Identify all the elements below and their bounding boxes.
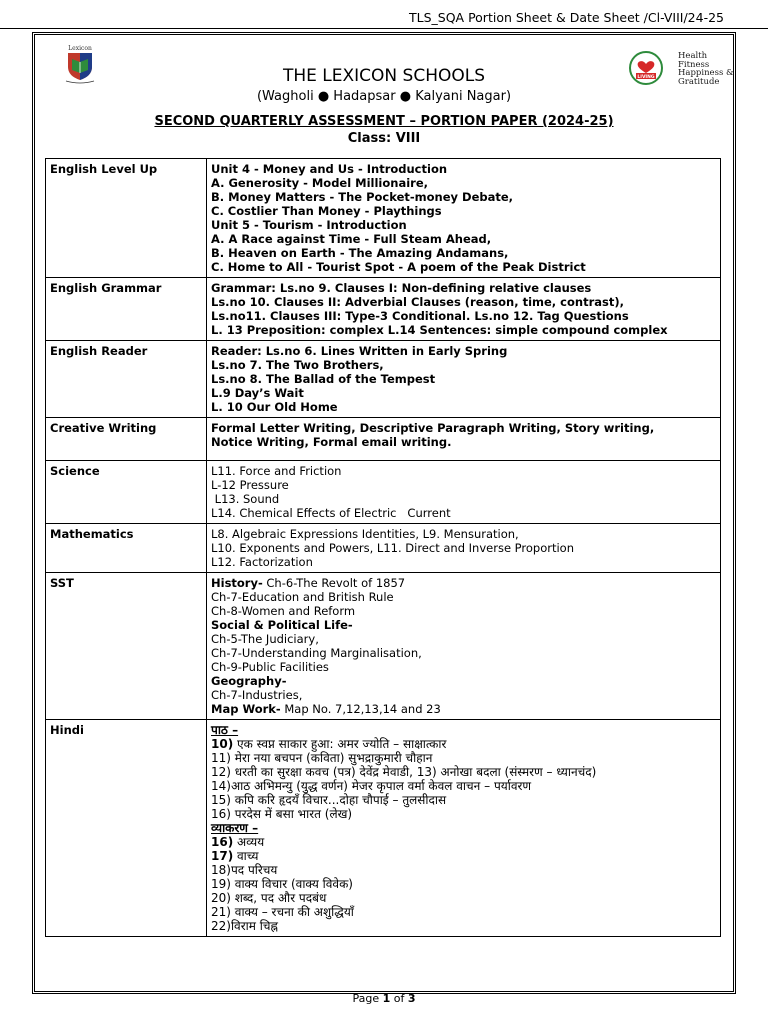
item-number: 18): [211, 863, 231, 877]
subject-cell: Creative Writing: [46, 418, 207, 461]
hindi-line: [211, 905, 716, 919]
topic-line: Ch-7-Industries,: [211, 688, 303, 702]
hindi-lessons-heading: पाठ –: [211, 723, 239, 737]
history-label: History-: [211, 576, 263, 590]
page-total: 3: [407, 992, 416, 1005]
topic-line: L12. Factorization: [211, 555, 313, 569]
topic-line: Ls.no 8. The Ballad of the Tempest: [211, 372, 436, 386]
topic-line: [211, 702, 716, 716]
topic-line: Ch-8-Women and Reform: [211, 604, 356, 618]
topics-cell: [207, 720, 721, 937]
subject-cell: English Reader: [46, 341, 207, 418]
hindi-line: [211, 751, 716, 765]
item-number: 16): [211, 835, 234, 849]
item-text: एक स्वप्न साकार हुआ: अमर ज्योति – साक्षात्कार: [233, 737, 447, 751]
topics-cell: [207, 573, 721, 720]
table-row: [46, 573, 721, 720]
item-text: मेरा नया बचपन (कविता) सुभद्राकुमारी चौहान: [230, 751, 433, 765]
topic-line: Reader: Ls.no 6. Lines Written in Early Spring: [211, 344, 508, 358]
topic-line: A. A Race against Time - Full Steam Ahead,: [211, 232, 492, 246]
topic-line: L. 10 Our Old Home: [211, 400, 338, 414]
school-name: THE LEXICON SCHOOLS: [282, 66, 486, 86]
topic-line: L14. Chemical Effects of Electric Current: [211, 506, 451, 520]
topic-line: C. Home to All - Tourist Spot - A poem of the Peak District: [211, 260, 586, 274]
topics-cell: [207, 278, 721, 341]
subject-cell: English Level Up: [46, 159, 207, 278]
topic-line: Ls.no11. Clauses III: Type-3 Conditional. Ls.no 12. Tag Questions: [211, 309, 629, 323]
topic-line: Formal Letter Writing, Descriptive Paragraph Writing, Story writing,: [211, 421, 655, 435]
topic-line: Ch-7-Education and British Rule: [211, 590, 394, 604]
topic-line: L. 13 Preposition: complex L.14 Sentences: simple compound complex: [211, 323, 668, 337]
topic-line: Unit 4 - Money and Us - Introduction: [211, 162, 448, 176]
topic-line: L10. Exponents and Powers, L11. Direct and Inverse Proportion: [211, 541, 575, 555]
tagline-line: Health: [678, 51, 708, 61]
item-number: 20): [211, 891, 231, 905]
hindi-line: [211, 779, 716, 793]
topic-line: L8. Algebraic Expressions Identities, L9. Mensuration,: [211, 527, 519, 541]
hindi-line: [211, 835, 716, 849]
hindi-line: [211, 919, 716, 933]
item-number: 12): [211, 765, 231, 779]
history-chapter: Ch-6-The Revolt of 1857: [262, 576, 406, 590]
item-number: 11): [211, 751, 231, 765]
tagline-line: Fitness: [678, 59, 710, 70]
page-current: 1: [382, 992, 391, 1005]
item-text: वाक्य – रचना की अशुद्धियाँ: [230, 905, 354, 919]
topic-line: L13. Sound: [211, 492, 280, 506]
topics-cell: [207, 461, 721, 524]
item-number: 19): [211, 877, 231, 891]
subject-cell: SST: [46, 573, 207, 720]
table-row: [46, 720, 721, 937]
page-word: Page: [352, 992, 383, 1005]
item-text: अव्यय: [233, 835, 265, 849]
subject-cell: Mathematics: [46, 524, 207, 573]
topic-line: L.9 Day’s Wait: [211, 386, 304, 400]
item-text: धरती का सुरक्षा कवच (पत्र) देवेंद्र मेवाडी, 13) अनोखा बदला (संस्मरण – ध्यानचंद): [230, 765, 597, 779]
topic-line: Ch-9-Public Facilities: [211, 660, 329, 674]
item-text: वाच्य: [233, 849, 259, 863]
topic-line: Ls.no 10. Clauses II: Adverbial Clauses (reason, time, contrast),: [211, 295, 624, 309]
table-row: [46, 341, 721, 418]
hindi-line: [211, 877, 716, 891]
header-rule: [0, 28, 768, 29]
topic-line: B. Heaven on Earth - The Amazing Andamans,: [211, 246, 509, 260]
hindi-line: [211, 793, 716, 807]
hindi-line: [211, 765, 716, 779]
subject-cell: Science: [46, 461, 207, 524]
hindi-line: [211, 737, 716, 751]
hindi-line: [211, 807, 716, 821]
hindi-grammar-heading: व्याकरण –: [211, 821, 259, 835]
school-locations: (Wagholi ● Hadapsar ● Kalyani Nagar): [256, 89, 512, 104]
item-number: 14): [211, 779, 231, 793]
tagline-line: Gratitude: [678, 76, 720, 87]
topic-line: C. Costlier Than Money - Playthings: [211, 204, 442, 218]
topic-line: Unit 5 - Tourism - Introduction: [211, 218, 407, 232]
topic-line: Notice Writing, Formal email writing.: [211, 435, 452, 449]
hindi-line: [211, 891, 716, 905]
item-number: 22): [211, 919, 231, 933]
item-text: पद परिचय: [230, 863, 278, 877]
civics-label: Social & Political Life-: [211, 618, 353, 632]
logo-badge-text: LIVING: [637, 75, 655, 80]
hindi-line: [211, 863, 716, 877]
topic-line: L-12 Pressure: [211, 478, 289, 492]
item-number: 15): [211, 793, 231, 807]
portion-table: [45, 158, 721, 937]
topics-cell: [207, 524, 721, 573]
table-row: [46, 524, 721, 573]
table-row: [46, 278, 721, 341]
item-text: विराम चिह्न: [230, 919, 278, 933]
table-row: [46, 418, 721, 461]
topics-cell: [207, 159, 721, 278]
item-text: वाक्य विचार (वाक्य विवेक): [230, 877, 353, 891]
geography-label: Geography-: [211, 674, 287, 688]
table-row: [46, 461, 721, 524]
topic-line: Ch-5-The Judiciary,: [211, 632, 319, 646]
subject-cell: Hindi: [46, 720, 207, 937]
page-of-word: of: [390, 992, 408, 1005]
map-work-label: Map Work-: [211, 702, 281, 716]
topic-line: Ls.no 7. The Two Brothers,: [211, 358, 384, 372]
topic-line: Ch-7-Understanding Marginalisation,: [211, 646, 422, 660]
item-text: आठ अभिमन्यु (युद्ध वर्णन) मेजर कृपाल वर्मा केवल वाचन – पर्यावरण: [230, 779, 532, 793]
item-number: 17): [211, 849, 234, 863]
topics-cell: [207, 341, 721, 418]
topic-line: B. Money Matters - The Pocket-money Debate,: [211, 190, 514, 204]
topic-line: Grammar: Ls.no 9. Clauses I: Non-defining relative clauses: [211, 281, 592, 295]
item-text: शब्द, पद और पदबंध: [230, 891, 327, 905]
item-number: 10): [211, 737, 234, 751]
exam-title: SECOND QUARTERLY ASSESSMENT – PORTION PAPER (2024-25): [154, 114, 614, 129]
topics-cell: [207, 418, 721, 461]
table-row: [46, 159, 721, 278]
class-label: Class: VIII: [347, 131, 421, 146]
hindi-line: [211, 849, 716, 863]
map-work-text: Map No. 7,12,13,14 and 23: [280, 702, 441, 716]
topic-line: [211, 576, 716, 590]
subject-cell: English Grammar: [46, 278, 207, 341]
topic-line: A. Generosity - Model Millionaire,: [211, 176, 429, 190]
tagline-line: Happiness &: [678, 68, 734, 78]
item-text: परदेस में बसा भारत (लेख): [230, 807, 353, 821]
topic-line: L11. Force and Friction: [211, 464, 342, 478]
document-reference: TLS_SQA Portion Sheet & Date Sheet /Cl-VIII/24-25: [408, 10, 724, 25]
item-number: 21): [211, 905, 231, 919]
page-number: [0, 992, 768, 1005]
logo-caption: Lexicon: [68, 45, 92, 52]
item-text: कपि करि हृदयँ विचार...दोहा चौपाई – तुलसीदास: [230, 793, 447, 807]
item-number: 16): [211, 807, 231, 821]
